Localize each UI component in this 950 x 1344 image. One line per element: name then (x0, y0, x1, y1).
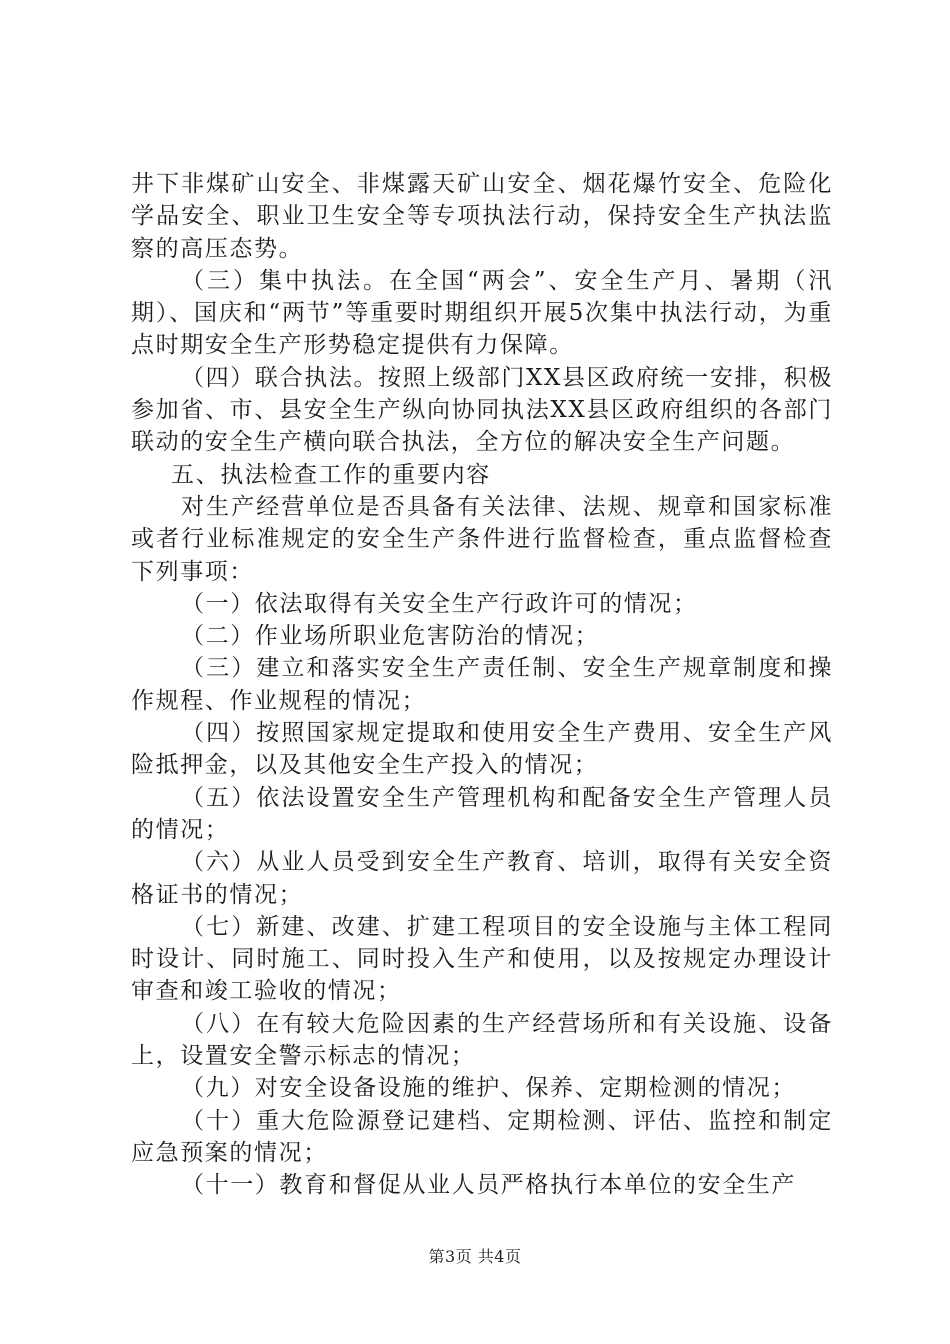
list-item: （四）按照国家规定提取和使用安全生产费用、安全生产风险抵押金，以及其他安全生产投入的情况； (131, 720, 833, 779)
page-footer: 第3页 共4页 (428, 1247, 522, 1266)
list-item: （十）重大危险源登记建档、定期检测、评估、监控和制定应急预案的情况； (131, 1107, 833, 1166)
section-heading: 五、执法检查工作的重要内容 (171, 461, 491, 488)
list-item: （七）新建、改建、扩建工程项目的安全设施与主体工程同时设计、同时施工、同时投入生产和使用，以及按规定办理设计审查和竣工验收的情况； (131, 913, 833, 1005)
paragraph-inspection-intro: 对生产经营单位是否具备有关法律、法规、规章和国家标准或者行业标准规定的安全生产条件进行监督检查，重点监督检查下列事项： (131, 493, 833, 585)
list-item: （三）建立和落实安全生产责任制、安全生产规章制度和操作规程、作业规程的情况； (131, 655, 833, 714)
list-item: （五）依法设置安全生产管理机构和配备安全生产管理人员的情况； (131, 784, 833, 843)
list-item: （一）依法取得有关安全生产行政许可的情况； (181, 590, 698, 617)
list-item: （六）从业人员受到安全生产教育、培训，取得有关安全资格证书的情况； (131, 849, 833, 908)
list-item: （九）对安全设备设施的维护、保养、定期检测的情况； (181, 1075, 796, 1102)
list-item: （二）作业场所职业危害防治的情况； (181, 623, 600, 650)
document-body (131, 168, 833, 1202)
paragraph-concentrated-enforcement: （三）集中执法。在全国“两会”、安全生产月、暑期（汛期）、国庆和“两节”等重要时期组织开展5次集中执法行动，为重点时期安全生产形势稳定提供有力保障。 (131, 267, 833, 359)
paragraph-continued: 井下非煤矿山安全、非煤露天矿山安全、烟花爆竹安全、危险化学品安全、职业卫生安全等专项执法行动，保持安全生产执法监察的高压态势。 (131, 171, 833, 262)
paragraph-joint-enforcement: （四）联合执法。按照上级部门XX县区政府统一安排，积极参加省、市、县安全生产纵向协同执法XX县区政府组织的各部门联动的安全生产横向联合执法，全方位的解决安全生产问题。 (131, 364, 833, 456)
list-item: （八）在有较大危险因素的生产经营场所和有关设施、设备上，设置安全警示标志的情况； (131, 1010, 833, 1070)
list-item: （十一）教育和督促从业人员严格执行本单位的安全生产 (181, 1172, 796, 1199)
